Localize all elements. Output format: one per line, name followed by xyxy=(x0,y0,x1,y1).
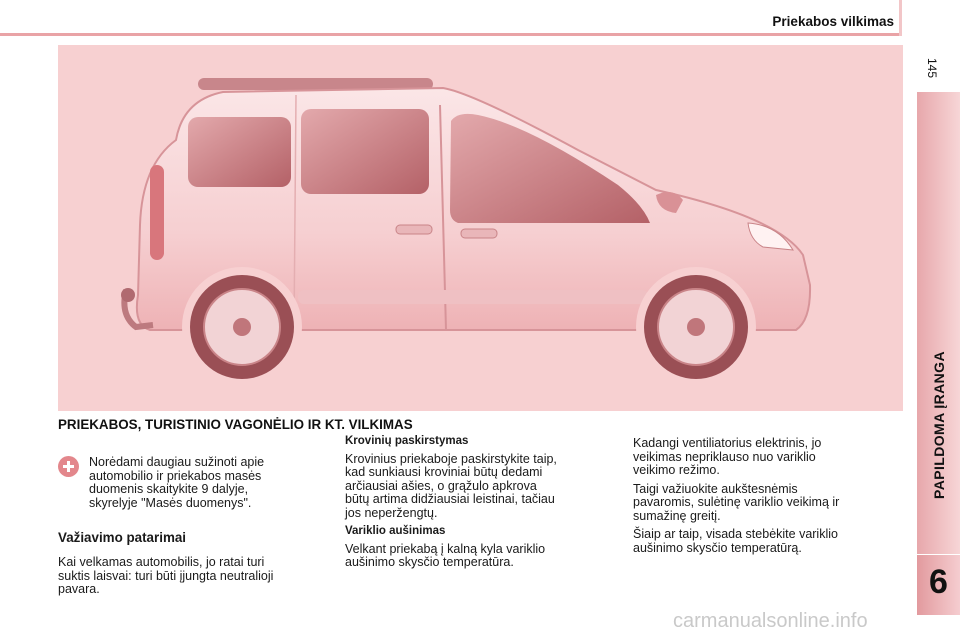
page-header-title: Priekabos vilkimas xyxy=(772,14,894,29)
right-column xyxy=(633,437,903,560)
engine-cooling-text: Velkant priekabą į kalną kyla variklio aušinimo skysčio temperatūra. xyxy=(345,541,546,569)
chapter-side-tab xyxy=(917,92,960,554)
chapter-number-tab xyxy=(917,555,960,615)
header-rule xyxy=(0,33,900,36)
plus-icon xyxy=(58,456,79,477)
chapter-label: PAPILDOMA ĮRANGA xyxy=(930,350,947,499)
middle-column xyxy=(345,435,610,575)
load-distribution-heading: Krovinių paskirstymas xyxy=(345,435,469,447)
driving-tips-text: Kai velkamas automobilis, jo ratai turi suktis laisvai: turi būti įjungta neutralioji pavara. xyxy=(58,555,274,596)
car-side-view-icon xyxy=(58,45,903,411)
info-note: Norėdami daugiau sužinoti apie automobilio ir priekabos masės duomenis skaitykite 9 dalyje, skyrelyje "Masės duomenys". xyxy=(89,455,265,510)
header-tab-tick xyxy=(899,0,902,36)
chapter-number: 6 xyxy=(929,563,948,601)
temperature-paragraph: Šiaip ar taip, visada stebėkite variklio aušinimo skysčio temperatūrą. xyxy=(633,527,838,555)
load-distribution-text: Krovinius priekaboje paskirstykite taip, kad sunkiausi kroviniai būtų dedami arčiausiai ašies, o grąžulo apkrova būtų artima didžiausiai leistinai, tačiau jos neperžengtų. xyxy=(345,451,557,520)
page-number: 145 xyxy=(925,57,939,79)
fan-paragraph: Kadangi ventiliatorius elektrinis, jo veikimas nepriklauso nuo variklio veikimo režimo. xyxy=(633,436,822,477)
vehicle-illustration xyxy=(58,45,903,411)
engine-cooling-heading: Variklio aušinimas xyxy=(345,525,446,537)
section-title: PRIEKABOS, TURISTINIO VAGONĖLIO IR KT. VILKIMAS xyxy=(58,417,413,432)
driving-tips-heading: Važiavimo patarimai xyxy=(58,530,187,545)
watermark: carmanualsonline.info xyxy=(673,610,868,632)
gears-paragraph: Taigi važiuokite aukštesnėmis pavaromis, sulėtinę variklio veikimą ir sumažinę greitį. xyxy=(633,481,840,523)
